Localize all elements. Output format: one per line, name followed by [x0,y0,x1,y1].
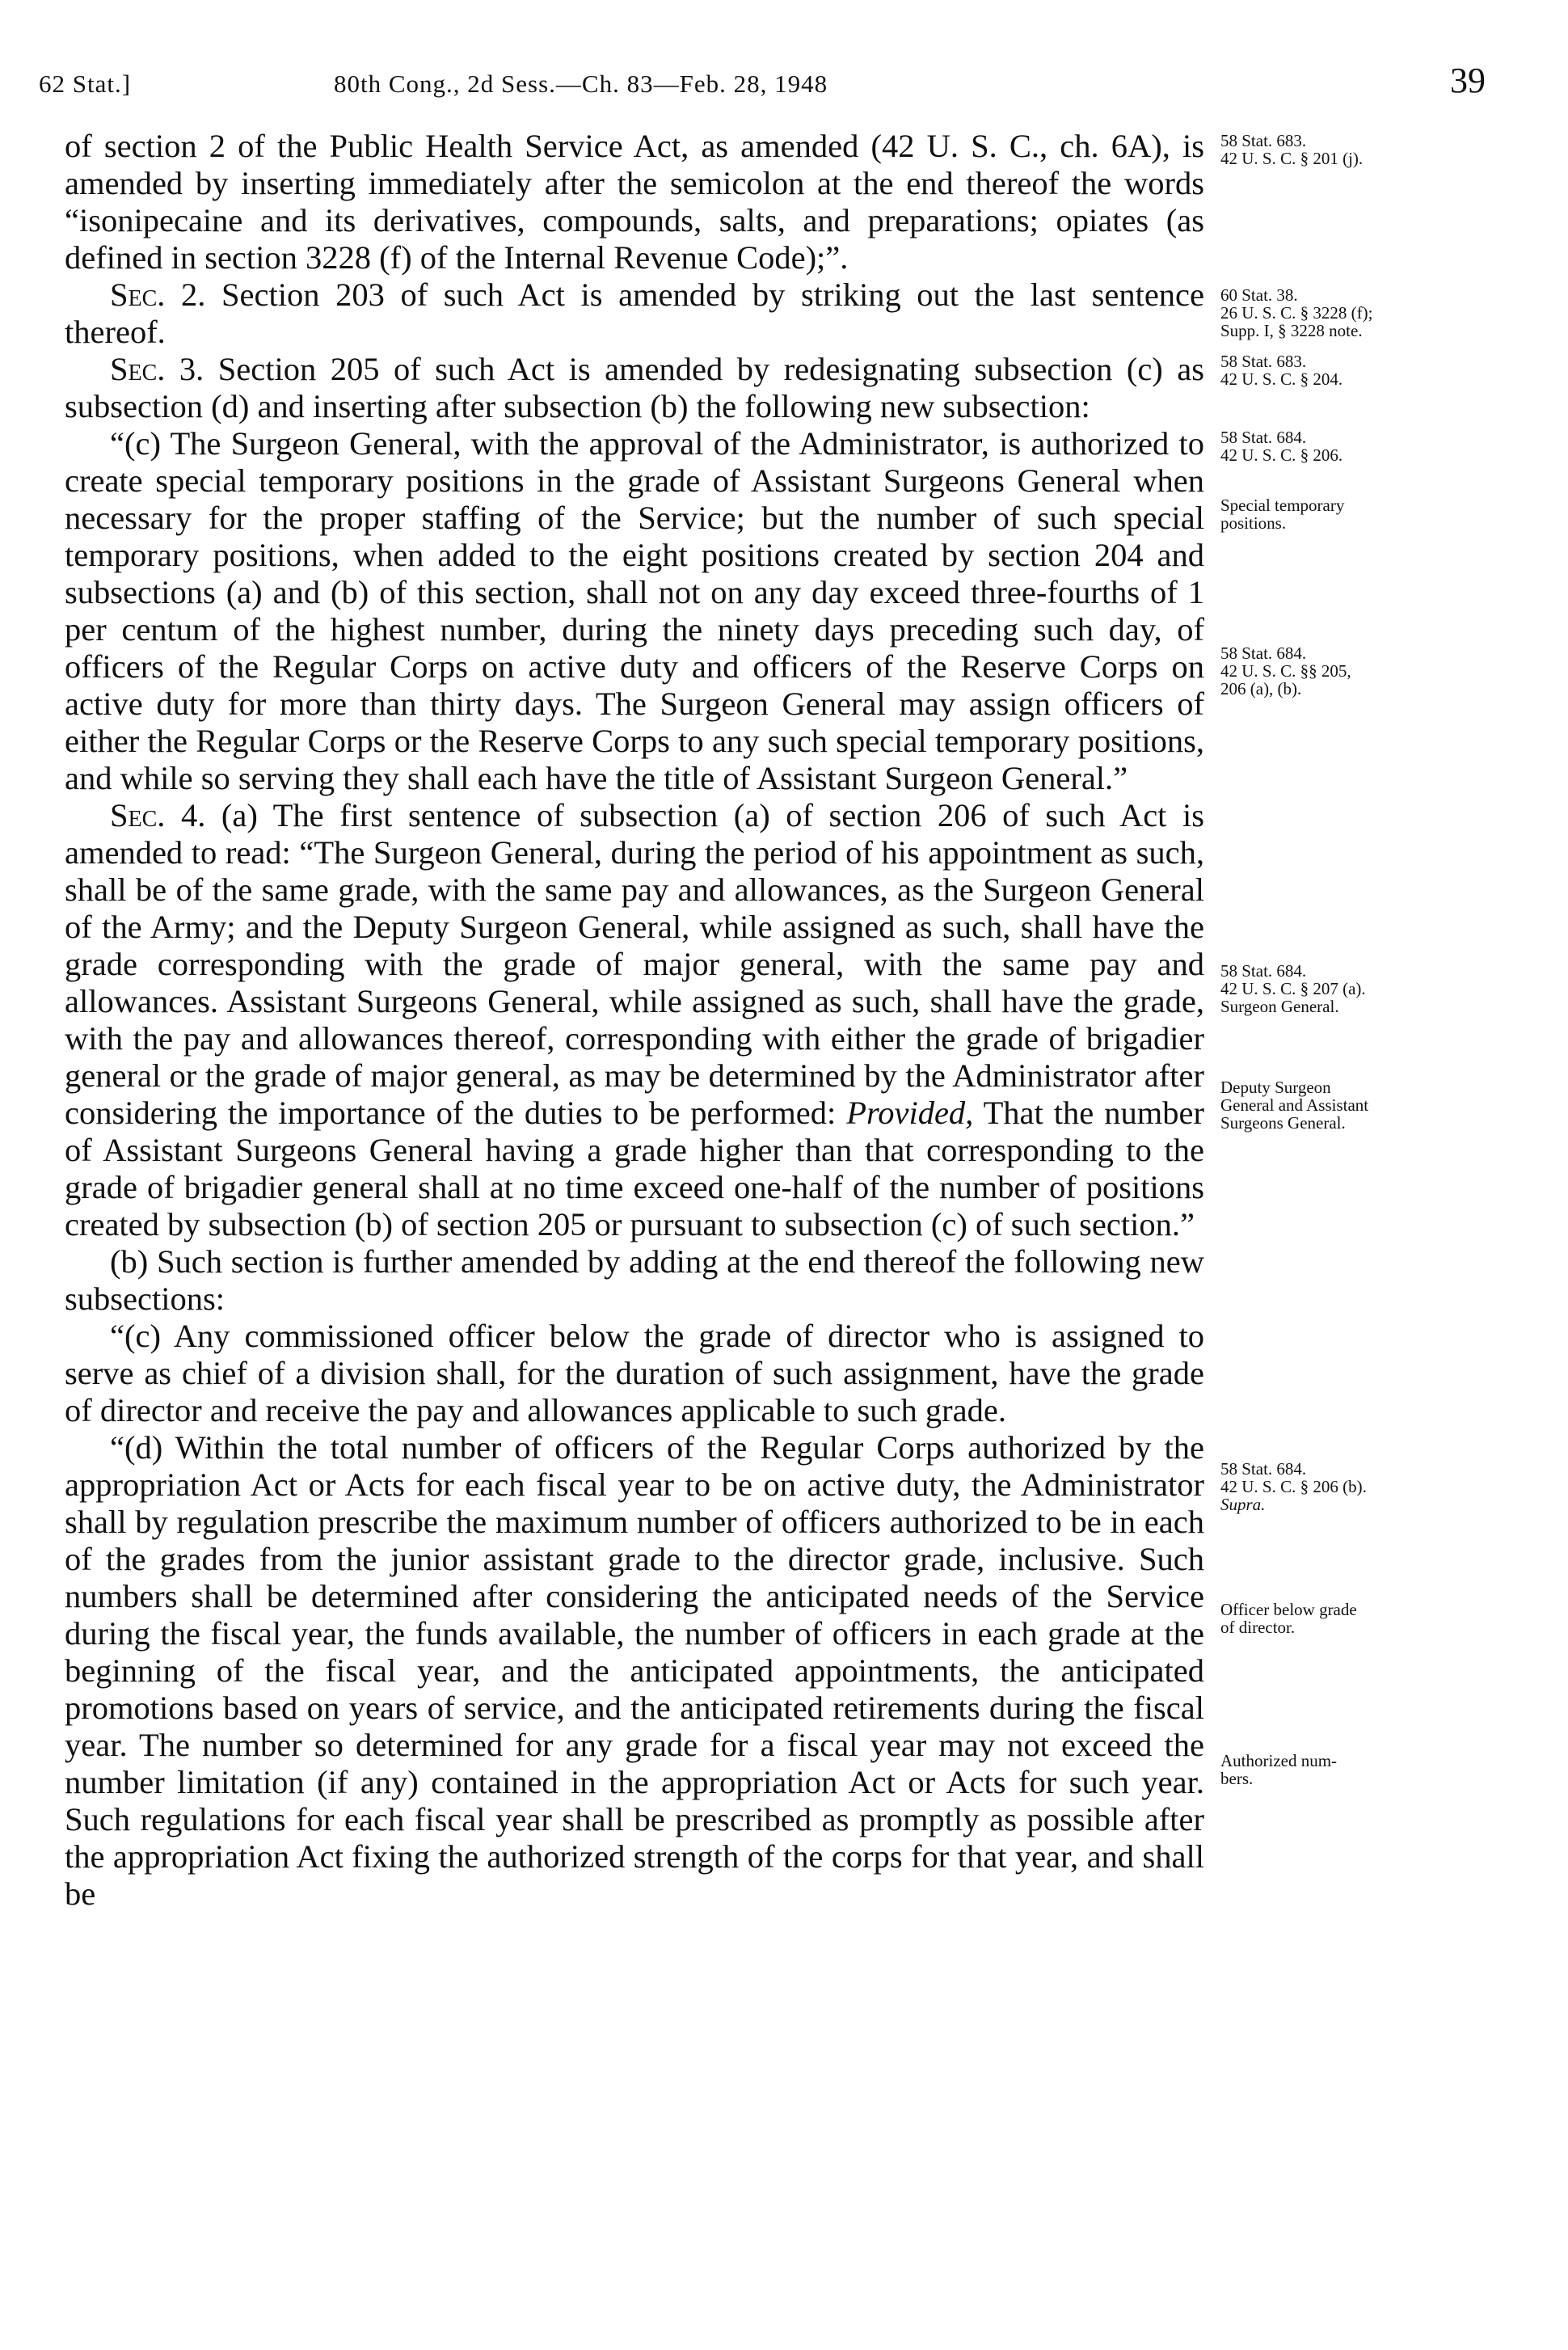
margin-note-citation: 58 Stat. 683. 42 U. S. C. § 204. [1220,352,1343,389]
paragraph-sec-3 [65,351,1204,425]
page-number: 39 [1450,61,1486,100]
paragraph-subsection-c-division-chief: “(c) Any commissioned officer below the grade of director who is assigned to serve as chief of a division shall, for the duration of such assignment, have the grade of director and receive the pay and allowances applicable to such grade. [65,1318,1204,1428]
margin-note-citation: 58 Stat. 684. 42 U. S. C. § 206. [1220,428,1343,465]
paragraph-sec-4a [65,797,1204,1243]
session-chapter-date: 80th Cong., 2d Sess.—Ch. 83—Feb. 28, 1948 [334,70,828,98]
margin-note-heading: Special temporary positions. [1220,496,1345,533]
paragraph-sec-2 [65,276,1204,351]
provided-keyword: Provided, [846,1095,974,1131]
margin-note-citation: 60 Stat. 38. 26 U. S. C. § 3228 (f); Supp. I, § 3228 note. [1220,285,1373,340]
margin-note-heading: Authorized num- bers. [1220,1751,1338,1788]
paragraph-sec-4b: (b) Such section is further amended by adding at the end thereof the following new subsections: [65,1243,1204,1317]
sec-2-label: Sec. 2. [110,276,206,313]
paragraph-subsection-d-authorized-numbers: “(d) Within the total number of officers of the Regular Corps authorized by the appropriation Act or Acts for each fiscal year to be on active duty, the Administrator shall by regulation prescribe the maximum number of officers authorized to be in each of the grades from the junior assistant grade to the director grade, inclusive. Such numbers shall be determined after considering the anticipated needs of the Service during the fiscal year, the funds available, the number of officers in each grade at the beginning of the fiscal year, and the anticipated appointments, the anticipated promotions based on years of service, and the anticipated retirements during the fiscal year. The number so determined for any grade for a fiscal year may not exceed the number limitation (if any) contained in the appropriation Act or Acts for such year. Such regulations for each fiscal year shall be prescribed as promptly as possible after the appropriation Act fixing the authorized strength of the corps for that year, and shall be [65,1429,1204,1912]
sec-4a-proviso: That the number of Assistant Surgeons General having a grade higher than that corresponding to the grade of brigadier general shall at no time exceed one-half of the number of positions created by subsection (b) of section 205 or pursuant to subsection (c) of such section.” [65,1095,1204,1243]
paragraph-subsection-c-special-positions: “(c) The Surgeon General, with the approval of the Administrator, is authorized to create special temporary positions in the grade of Assistant Surgeons General when necessary for the proper staffing of the Service; but the number of such special temporary positions, when added to the eight positions created by section 204 and subsections (a) and (b) of this section, shall not on any day exceed three-fourths of 1 per centum of the highest number, during the ninety days preceding such day, of officers of the Regular Corps on active duty and officers of the Reserve Corps on active duty for more than thirty days. The Surgeon General may assign officers of either the Regular Corps or the Reserve Corps to any such special temporary positions, and while so serving they shall each have the title of Assistant Surgeon General.” [65,425,1204,796]
margin-note-citation: 58 Stat. 684. 42 U. S. C. §§ 205, 206 (a), (b). [1220,643,1351,698]
paragraph-section-1-continued: of section 2 of the Public Health Service Act, as amended (42 U. S. C., ch. 6A), is amended by inserting immediately after the semicolon at the end thereof the words “isonipecaine and its derivatives, compounds, salts, and preparations; opiates (as defined in section 3228 (f) of the Internal Revenue Code);”. [65,128,1204,276]
margin-note-citation: 58 Stat. 684. 42 U. S. C. § 207 (a). Surgeon General. [1220,961,1366,1016]
margin-note-heading: Deputy Surgeon General and Assistant Surgeons General. [1220,1078,1369,1133]
sec-2-text: Section 203 of such Act is amended by striking out the last sentence thereof. [65,276,1204,350]
statute-volume: 62 Stat.] [39,70,132,98]
margin-note-heading: Officer below grade of director. [1220,1600,1357,1637]
margin-note-citation: 58 Stat. 684. 42 U. S. C. § 206 (b). Supra. [1220,1459,1367,1514]
body-text [65,128,1204,1913]
running-head [39,63,1486,112]
sec-3-text: Section 205 of such Act is amended by redesignating subsection (c) as subsection (d) and inserting after subsection (b) the following new subsection: [65,351,1204,424]
sec-4a-text: (a) The first sentence of subsection (a) of section 206 of such Act is amended to read: “The Surgeon General, during the period of his appointment as such, shall be of the same grade, with the same pay and allowances, as the Surgeon General of the Army; and the Deputy Surgeon General, while assigned as such, shall have the grade corresponding with the grade of major general, with the same pay and allowances. Assistant Surgeons General, while assigned as such, shall have the grade, with the pay and allowances thereof, corresponding with either the grade of brigadier general or the grade of major general, as may be determined by the Administrator after considering the importance of the duties to be performed: [65,797,1204,1131]
sec-4-label: Sec. 4. [110,797,206,833]
sec-3-label: Sec. 3. [110,351,204,387]
margin-note-citation: 58 Stat. 683. 42 U. S. C. § 201 (j). [1220,131,1364,168]
